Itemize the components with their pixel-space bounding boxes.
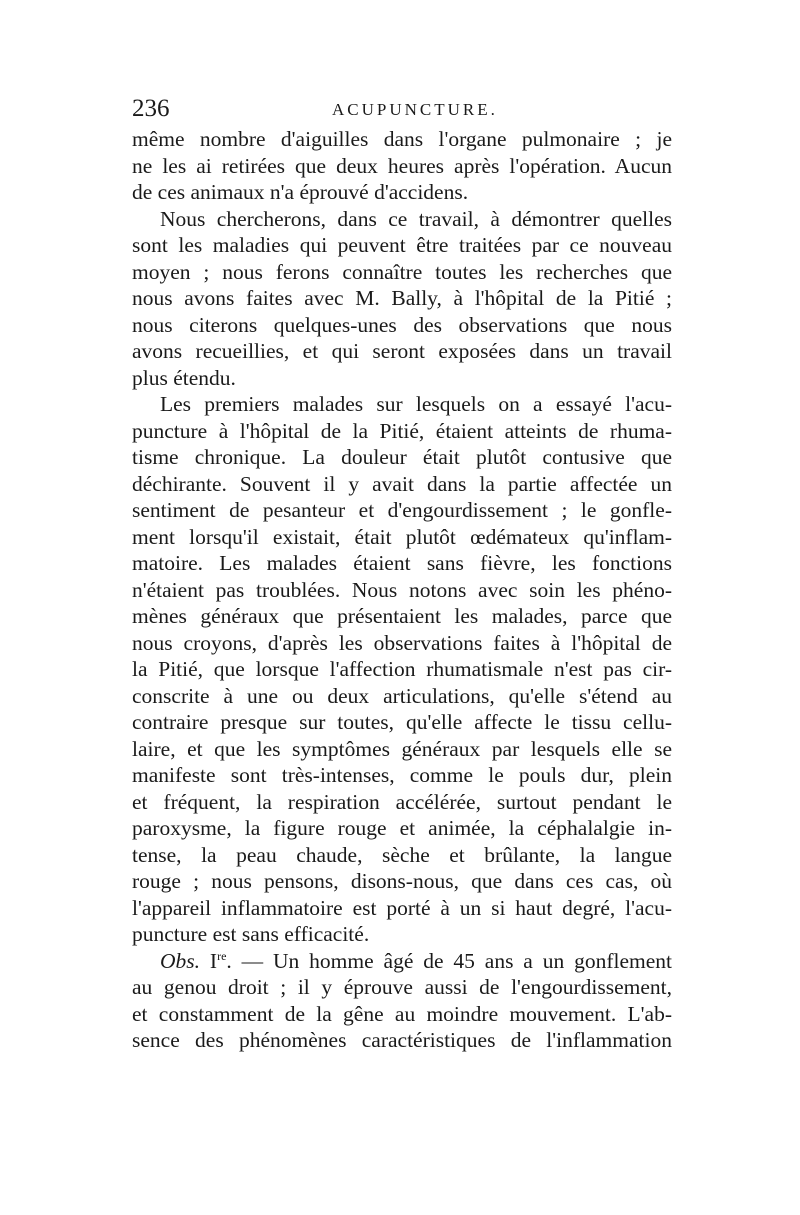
observation-label: Obs. xyxy=(160,948,201,973)
text-line: l'appareil inflammatoire est porté à un si haut degré, l'acu- xyxy=(132,895,672,920)
text-line: Les premiers malades sur lesquels on a essayé l'acu- xyxy=(160,392,672,416)
text-line: déchirante. Souvent il y avait dans la partie affectée un xyxy=(132,471,672,496)
text-line: sont les maladies qui peuvent être traitées par ce nouveau xyxy=(132,233,672,257)
text-line: paroxysme, la figure rouge et animée, la céphalalgie in- xyxy=(132,816,672,840)
text-line: tense, la peau chaude, sèche et brûlante, la langue xyxy=(132,842,672,867)
text-line: rouge ; nous pensons, disons-nous, que dans ces cas, où xyxy=(132,869,672,893)
text-line: même nombre d'aiguilles dans l'organe pulmonaire ; je xyxy=(132,127,672,151)
running-title: ACUPUNCTURE. xyxy=(332,100,498,119)
text-line: matoire. Les malades étaient sans fièvre, les fonctions xyxy=(132,551,672,575)
running-head xyxy=(132,94,672,124)
text-line: nous citerons quelques-unes des observations que nous xyxy=(132,312,672,337)
text-line: au genou droit ; il y éprouve aussi de l'engourdissement, xyxy=(132,975,672,999)
text-line: puncture à l'hôpital de la Pitié, étaient atteints de rhuma- xyxy=(132,418,672,443)
text-line: ne les ai retirées que deux heures après l'opération. Aucun xyxy=(132,153,672,178)
text-line: ment lorsqu'il existait, était plutôt œdémateux qu'inflam- xyxy=(132,524,672,549)
observation-number: I xyxy=(209,948,218,973)
text-line: nous avons faites avec M. Bally, à l'hôpital de la Pitié ; xyxy=(132,286,672,310)
text-line: tisme chronique. La douleur était plutôt contusive que xyxy=(132,445,672,469)
text-line: moyen ; nous ferons connaître toutes les recherches que xyxy=(132,259,672,284)
text-line: sence des phénomènes caractéristiques de l'inflammation xyxy=(132,1028,672,1052)
text-line: sentiment de pesanteur et d'engourdissement ; le gonfle- xyxy=(132,498,672,522)
text-line: laire, et que les symptômes généraux par lesquels elle se xyxy=(132,736,672,761)
text-line: n'étaient pas troublées. Nous notons avec soin les phéno- xyxy=(132,577,672,602)
text-line: plus étendu. xyxy=(132,365,236,390)
page-number: 236 xyxy=(132,95,170,122)
text-line: de ces animaux n'a éprouvé d'accidens. xyxy=(132,180,469,204)
text-line: et constamment de la gêne au moindre mouvement. L'ab- xyxy=(132,1001,672,1026)
text-line: manifeste sont très-intenses, comme le pouls dur, plein xyxy=(132,763,672,787)
observation-dash: . — xyxy=(226,948,274,973)
text-line: Nous chercherons, dans ce travail, à démontrer quelles xyxy=(160,206,672,231)
text-line: conscrite à une ou deux articulations, qu'elle s'étend au xyxy=(132,683,672,708)
text-line: mènes généraux que présentaient les malades, parce que xyxy=(132,604,672,628)
body-text xyxy=(132,126,672,1054)
text-line: avons recueillies, et qui seront exposées dans un travail xyxy=(132,339,672,363)
text-line: puncture est sans efficacité. xyxy=(132,922,370,946)
observation-heading-line xyxy=(132,948,672,975)
text-line: nous croyons, d'après les observations faites à l'hôpital de xyxy=(132,630,672,655)
text-line: contraire presque sur toutes, qu'elle affecte le tissu cellu- xyxy=(132,710,672,734)
observation-first-line: Un homme âgé de 45 ans a un gonflement xyxy=(273,948,673,973)
observation-number-suffix: re xyxy=(217,948,227,963)
text-line: la Pitié, que lorsque l'affection rhumatismale n'est pas cir- xyxy=(132,657,672,681)
text-line: et fréquent, la respiration accélérée, surtout pendant le xyxy=(132,789,672,814)
